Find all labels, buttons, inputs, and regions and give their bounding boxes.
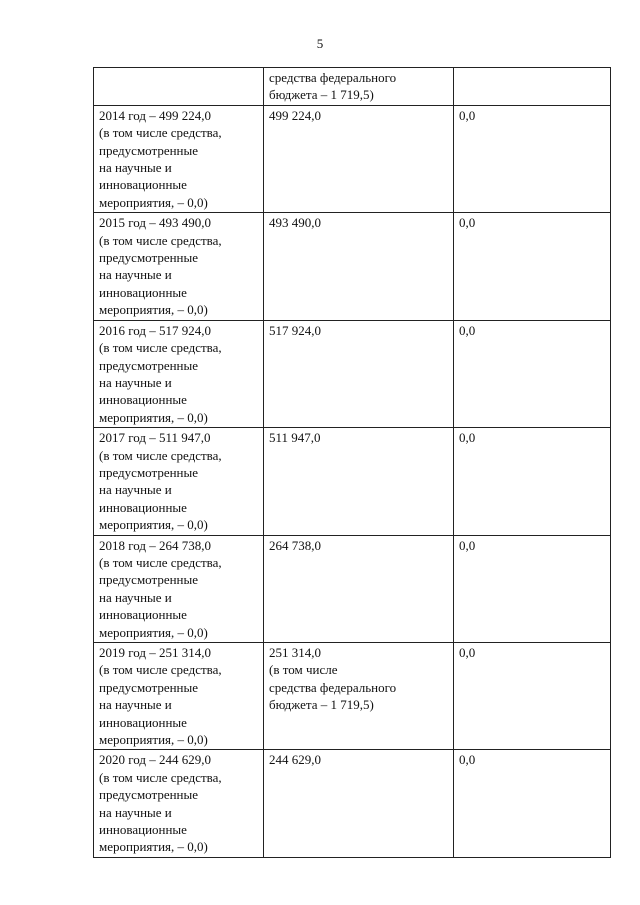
cell-other: 0,0 xyxy=(454,535,611,642)
cell-total: 2017 год – 511 947,0 (в том числе средства, предусмотренные на научные и инновационные мероприятия, – 0,0) xyxy=(94,428,264,535)
cell-total: 2016 год – 517 924,0 (в том числе средства, предусмотренные на научные и инновационные мероприятия, – 0,0) xyxy=(94,320,264,427)
cell-other xyxy=(454,68,611,106)
cell-budget: 499 224,0 xyxy=(264,105,454,212)
cell-total: 2014 год – 499 224,0 (в том числе средства, предусмотренные на научные и инновационные мероприятия, – 0,0) xyxy=(94,105,264,212)
table-row xyxy=(94,428,611,535)
table-row xyxy=(94,105,611,212)
table-row xyxy=(94,68,611,106)
cell-total: 2018 год – 264 738,0 (в том числе средства, предусмотренные на научные и инновационные мероприятия, – 0,0) xyxy=(94,535,264,642)
cell-other: 0,0 xyxy=(454,643,611,750)
cell-other: 0,0 xyxy=(454,320,611,427)
page-number: 5 xyxy=(316,36,324,51)
cell-budget: 251 314,0 (в том числе средства федерального бюджета – 1 719,5) xyxy=(264,643,454,750)
cell-other: 0,0 xyxy=(454,428,611,535)
cell-total: 2020 год – 244 629,0 (в том числе средства, предусмотренные на научные и инновационные мероприятия, – 0,0) xyxy=(94,750,264,857)
cell-budget: 493 490,0 xyxy=(264,213,454,320)
budget-table xyxy=(93,67,611,858)
cell-other: 0,0 xyxy=(454,105,611,212)
table-row xyxy=(94,750,611,857)
cell-total: 2019 год – 251 314,0 (в том числе средства, предусмотренные на научные и инновационные мероприятия, – 0,0) xyxy=(94,643,264,750)
cell-budget: 511 947,0 xyxy=(264,428,454,535)
cell-total xyxy=(94,68,264,106)
cell-other: 0,0 xyxy=(454,750,611,857)
table-row xyxy=(94,213,611,320)
cell-budget: 517 924,0 xyxy=(264,320,454,427)
table-row xyxy=(94,320,611,427)
cell-other: 0,0 xyxy=(454,213,611,320)
table-row xyxy=(94,643,611,750)
cell-total: 2015 год – 493 490,0 (в том числе средства, предусмотренные на научные и инновационные мероприятия, – 0,0) xyxy=(94,213,264,320)
cell-budget: средства федерального бюджета – 1 719,5) xyxy=(264,68,454,106)
cell-budget: 244 629,0 xyxy=(264,750,454,857)
cell-budget: 264 738,0 xyxy=(264,535,454,642)
table-row xyxy=(94,535,611,642)
